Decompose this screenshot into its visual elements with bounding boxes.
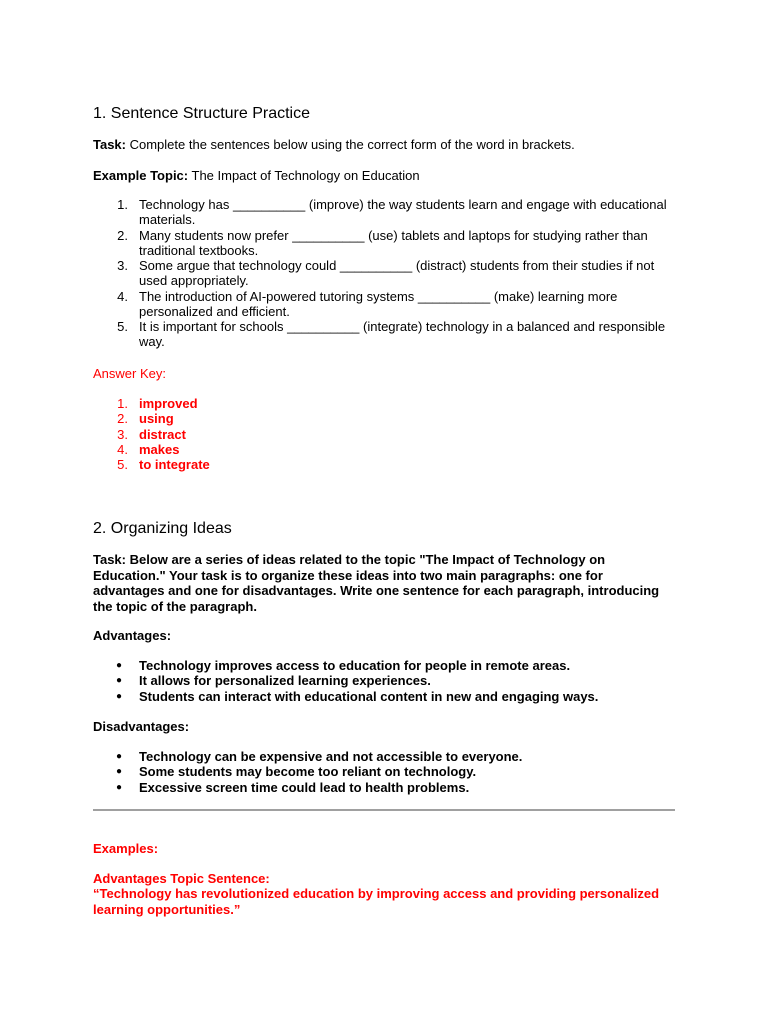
answer-key-label: Answer Key: (93, 366, 166, 381)
list-item: 2. using (117, 411, 174, 427)
list-item: 3. distract (117, 426, 186, 442)
bullet-icon: ● (116, 690, 123, 702)
horizontal-divider (93, 809, 675, 811)
advantages-topic-label: Advantages Topic Sentence: (93, 871, 270, 886)
list-item: 2. Many students now prefer __________ (use) tablets and laptops for studying rather than traditional textbooks. (117, 227, 648, 258)
list-item: ● Technology improves access to education for people in remote areas. (116, 658, 571, 673)
bullet-icon: ● (116, 751, 123, 762)
advantages-topic-sentence: “Technology has revolutionized education by improving access and providing personalized learning opportunities.” (93, 886, 660, 917)
answer-list (93, 396, 678, 472)
list-item: ● Some students may become too reliant on technology. (116, 764, 477, 780)
list-item: 5. It is important for schools __________ (integrate) technology in a balanced and responsible way. (117, 319, 666, 350)
list-item: ● It allows for personalized learning experiences. (116, 673, 431, 689)
task-label: Task: (93, 137, 126, 152)
advantages-list (93, 658, 678, 704)
advantages-label: Advantages: (93, 628, 172, 643)
list-item: ● Excessive screen time could lead to health problems. (116, 779, 470, 795)
task-instruction (93, 137, 678, 153)
topic-text: The Impact of Technology on Education (188, 168, 420, 183)
list-item: 5. to integrate (117, 457, 210, 472)
section-2-task: Task: Below are a series of ideas related to the topic "The Impact of Technology on Education." Your task is to organize these ideas into two main paragraphs: one for advantages and one for disadvantages. Write one sentence for each paragraph, introducing the topic of the paragraph. (93, 552, 660, 614)
list-item: 1. improved (117, 396, 198, 411)
list-item: 1. Technology has __________ (improve) the way students learn and engage with educational materials. (117, 197, 667, 228)
list-item: ● Students can interact with educational content in new and engaging ways. (116, 688, 599, 704)
list-item: 3. Some argue that technology could __________ (distract) students from their studies if not used appropriately. (117, 258, 655, 289)
list-item: 4. The introduction of AI-powered tutoring systems __________ (make) learning more personalized and efficient. (117, 288, 618, 319)
example-topic (93, 168, 678, 184)
bullet-icon: ● (116, 781, 123, 793)
examples-label: Examples: (93, 841, 159, 856)
bullet-icon: ● (116, 675, 123, 687)
list-item: 4. makes (117, 441, 180, 457)
task-text: Complete the sentences below using the correct form of the word in brackets. (126, 137, 575, 152)
disadvantages-label: Disadvantages: (93, 719, 190, 734)
sentence-list (93, 197, 678, 350)
list-item: ● Technology can be expensive and not accessible to everyone. (116, 749, 523, 764)
topic-label: Example Topic: (93, 168, 189, 183)
section-1-heading: 1. Sentence Structure Practice (93, 105, 310, 122)
disadvantages-list (93, 749, 678, 795)
bullet-icon: ● (116, 766, 123, 778)
bullet-icon: ● (116, 660, 123, 671)
section-2-heading: 2. Organizing Ideas (93, 520, 232, 537)
